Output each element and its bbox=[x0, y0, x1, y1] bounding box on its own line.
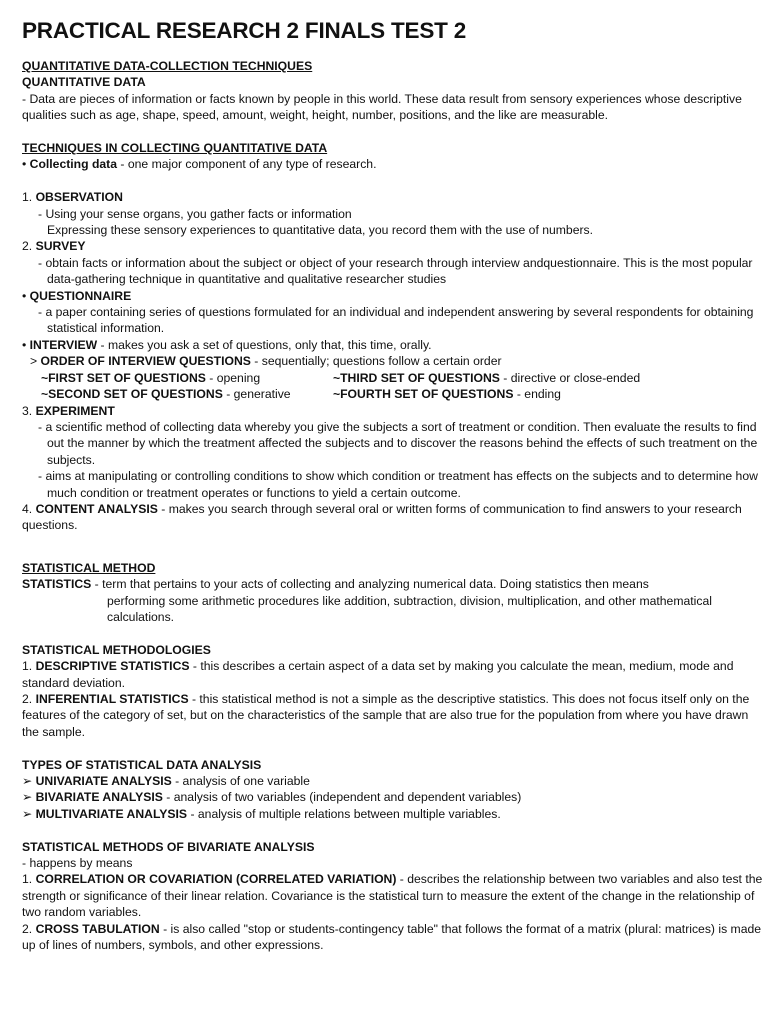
list-number: 1. bbox=[22, 872, 36, 887]
section-heading: STATISTICAL METHOD bbox=[22, 560, 156, 575]
term: DESCRIPTIVE STATISTICS bbox=[35, 659, 190, 674]
term: MULTIVARIATE ANALYSIS bbox=[35, 806, 188, 821]
bullet-item bbox=[22, 156, 764, 172]
term: ~SECOND SET OF QUESTIONS bbox=[41, 387, 223, 402]
list-subitem: - Using your sense organs, you gather facts or information bbox=[38, 206, 352, 221]
term-description: - analysis of two variables (independent and dependent variables) bbox=[162, 790, 522, 805]
term: INTERVIEW bbox=[29, 337, 98, 352]
section-quantitative-data bbox=[22, 58, 764, 124]
section-heading: STATISTICAL METHODS OF BIVARIATE ANALYSIS bbox=[22, 839, 315, 854]
list-number: 2. bbox=[22, 921, 36, 936]
term: ORDER OF INTERVIEW QUESTIONS bbox=[40, 354, 251, 369]
term: ~FOURTH SET OF QUESTIONS bbox=[333, 387, 514, 402]
section-types-analysis bbox=[22, 757, 764, 823]
list-subitem: - obtain facts or information about the subject or object of your research through interview andquestionnaire. This is the most popular data-gathering technique in quantitative and qualitative researcher studies bbox=[38, 255, 753, 287]
term: CROSS TABULATION bbox=[35, 921, 160, 936]
definition-continued: performing some arithmetic procedures like addition, subtraction, division, multiplication, and other mathematical calculations. bbox=[107, 593, 712, 624]
intro-text: - happens by means bbox=[22, 856, 133, 871]
list-item-survey bbox=[22, 238, 764, 254]
term: UNIVARIATE ANALYSIS bbox=[35, 774, 172, 788]
term-description: - sequentially; questions follow a certain order bbox=[250, 354, 502, 369]
term-description: - is also called "stop or students-contingency table" that follows the format of a matrix (plural: matrices) is made up of lines of numbers, symbols, and other expressions. bbox=[22, 921, 762, 953]
term: QUESTIONNAIRE bbox=[29, 288, 132, 303]
interview-order bbox=[22, 353, 764, 369]
term-description: - ending bbox=[513, 387, 561, 402]
list-item-correlation bbox=[22, 871, 764, 920]
term-description: - directive or close-ended bbox=[499, 370, 641, 385]
section-heading: TECHNIQUES IN COLLECTING QUANTITATIVE DATA bbox=[22, 141, 328, 156]
term: ~THIRD SET OF QUESTIONS bbox=[333, 370, 500, 385]
section-heading: STATISTICAL METHODOLOGIES bbox=[22, 642, 211, 657]
section-techniques bbox=[22, 140, 764, 534]
term: ~FIRST SET OF QUESTIONS bbox=[41, 370, 206, 385]
question-set-row bbox=[22, 386, 764, 402]
list-item-content-analysis bbox=[22, 501, 764, 534]
list-subitem: Expressing these sensory experiences to quantitative data, you record them with the use of numbers. bbox=[47, 223, 594, 238]
list-item bbox=[22, 806, 764, 822]
term: SURVEY bbox=[35, 239, 86, 254]
list-item bbox=[22, 789, 764, 805]
paragraph: - Data are pieces of information or facts known by people in this world. These data result from sensory experiences whose descriptive qualities such as age, shape, speed, amount, weight, height, number, positions, and the like are measurable. bbox=[22, 91, 742, 123]
section-heading: TYPES OF STATISTICAL DATA ANALYSIS bbox=[22, 757, 262, 772]
term-description: - describes the relationship between two variables and also test the strength or significance of their linear relation. Covariance is the statistical turn to measure the extent of the change in the relationship of two random variables. bbox=[22, 872, 763, 920]
bullet-item-questionnaire bbox=[22, 288, 764, 304]
list-number: 2. bbox=[22, 239, 36, 254]
list-item-descriptive bbox=[22, 658, 764, 691]
term: STATISTICS bbox=[22, 577, 92, 592]
section-heading: QUANTITATIVE DATA-COLLECTION TECHNIQUES bbox=[22, 59, 313, 73]
document-page bbox=[22, 16, 764, 953]
bullet: • bbox=[22, 288, 30, 303]
list-item-experiment bbox=[22, 403, 764, 419]
term: CONTENT ANALYSIS bbox=[35, 501, 158, 516]
list-subitem: - a scientific method of collecting data whereby you give the subjects a sort of treatment or condition. Then evaluate the results to find out the manner by which the treatment affected the subjects and to discover the reasons behind the effects of such treatment on the subjects. bbox=[38, 419, 758, 467]
bullet: • bbox=[22, 337, 30, 352]
term-description: - this statistical method is not a simple as the descriptive statistics. This does not focus itself only on the features of the category of set, but on the characteristics of the sample that are also true for the population from where you have drawn the sample. bbox=[22, 691, 750, 739]
term-description: - analysis of one variable bbox=[171, 774, 310, 788]
section-bivariate-methods bbox=[22, 839, 764, 954]
question-set-row bbox=[22, 370, 764, 386]
definition bbox=[22, 576, 764, 592]
term-description: - makes you search through several oral or written forms of communication to find answers to your research questions. bbox=[22, 501, 742, 533]
section-statistical-method bbox=[22, 560, 764, 626]
list-number: 1. bbox=[22, 659, 36, 674]
list-subitem: - a paper containing series of questions formulated for an individual and independent answering by several respondents for obtaining statistical information. bbox=[38, 305, 754, 336]
arrow-bullet: ➢ bbox=[22, 774, 36, 788]
term: INFERENTIAL STATISTICS bbox=[35, 691, 189, 706]
term: EXPERIMENT bbox=[35, 403, 115, 418]
list-number: 1. bbox=[22, 190, 36, 205]
subheading: QUANTITATIVE DATA bbox=[22, 75, 146, 90]
list-number: 4. bbox=[22, 501, 36, 516]
term-description: - one major component of any type of research. bbox=[117, 157, 377, 172]
list-number: 3. bbox=[22, 403, 36, 418]
list-item-inferential bbox=[22, 691, 764, 740]
term: Collecting data bbox=[29, 157, 118, 172]
bullet-item-interview bbox=[22, 337, 764, 353]
page-title: PRACTICAL RESEARCH 2 FINALS TEST 2 bbox=[22, 18, 467, 43]
term-description: - generative bbox=[222, 387, 291, 402]
term: BIVARIATE ANALYSIS bbox=[35, 790, 163, 805]
term: OBSERVATION bbox=[35, 190, 123, 205]
term-description: - opening bbox=[205, 370, 261, 385]
bullet: • bbox=[22, 157, 30, 172]
term-description: - term that pertains to your acts of collecting and analyzing numerical data. Doing statistics then means bbox=[91, 577, 649, 592]
section-methodologies bbox=[22, 642, 764, 740]
list-item-cross-tabulation bbox=[22, 921, 764, 954]
term-description: - analysis of multiple relations between multiple variables. bbox=[187, 806, 501, 821]
arrow-bullet: ➢ bbox=[22, 790, 36, 805]
list-item-observation bbox=[22, 189, 764, 205]
term: CORRELATION OR COVARIATION (CORRELATED VARIATION) bbox=[35, 872, 397, 887]
list-item bbox=[22, 773, 764, 789]
arrow-bullet: ➢ bbox=[22, 806, 36, 821]
list-subitem: - aims at manipulating or controlling conditions to show which condition or treatment has effects on the subjects and to determine how much condition or treatment operates or functions to yield a certain outcome. bbox=[38, 469, 758, 500]
term-description: - makes you ask a set of questions, only that, this time, orally. bbox=[97, 337, 432, 352]
term-description: - this describes a certain aspect of a data set by making you calculate the mean, medium, mode and standard deviation. bbox=[22, 659, 734, 690]
list-number: 2. bbox=[22, 691, 36, 706]
arrow-prefix: > bbox=[30, 354, 41, 369]
